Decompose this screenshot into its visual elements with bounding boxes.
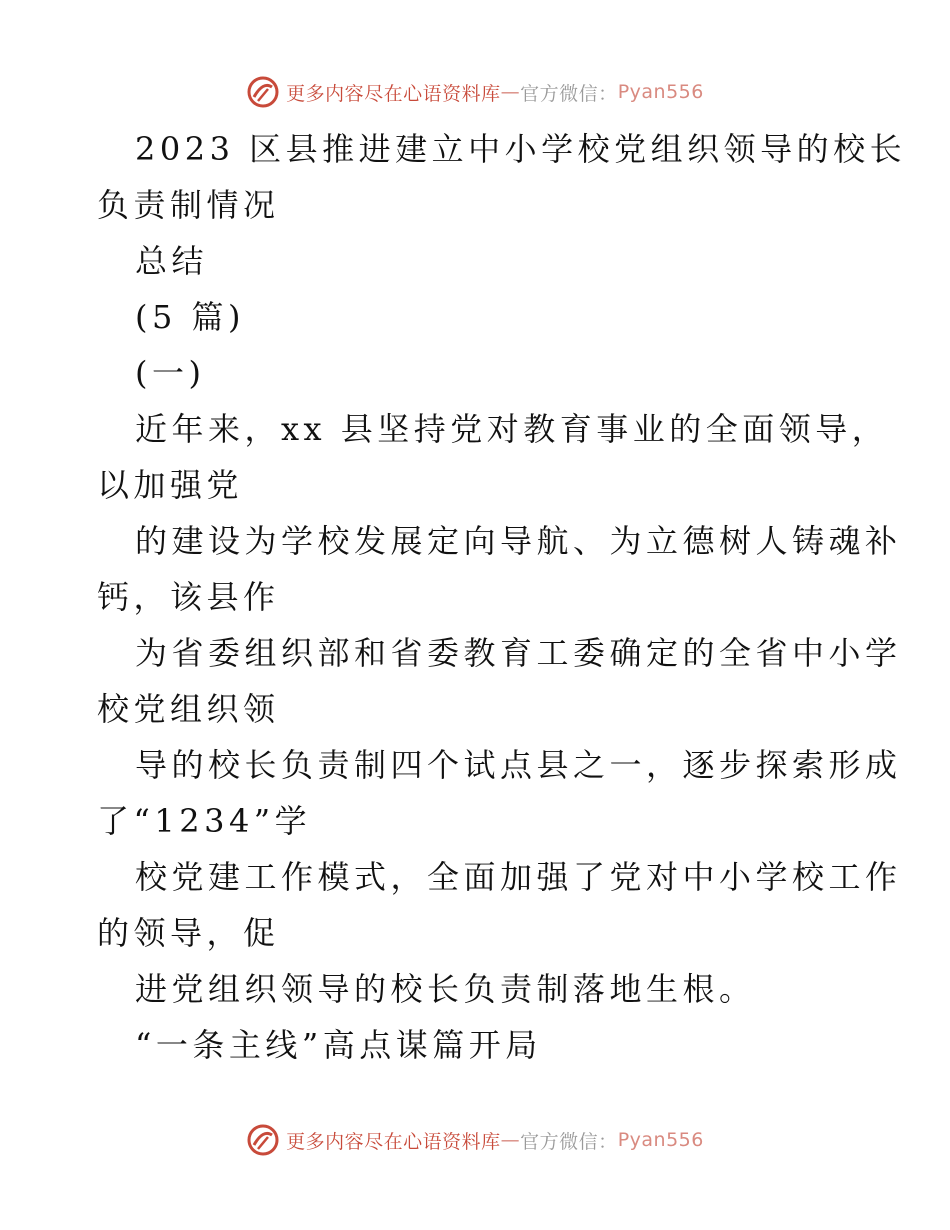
- banner-wechat-label: 官方微信：: [520, 1130, 618, 1153]
- paragraph-5-line-2: 的领导，促: [97, 914, 280, 952]
- paragraph-1-line-2: 以加强党: [97, 466, 244, 504]
- library-logo-icon: [246, 1123, 280, 1157]
- banner-dash: —: [500, 1129, 521, 1151]
- paragraph-6-line-1: 进党组织领导的校长负责制落地生根。: [135, 970, 756, 1008]
- banner-wechat-id: Pyan556: [617, 81, 704, 103]
- doc-count: (5 篇): [135, 298, 246, 336]
- paragraph-1-line-1: 近年来，xx 县坚持党对教育事业的全面领导，: [135, 410, 889, 448]
- doc-section-number: (一): [135, 354, 206, 392]
- paragraph-3-line-1: 为省委组织部和省委教育工委确定的全省中小学: [135, 634, 902, 672]
- doc-title-line-3: 总结: [135, 242, 209, 280]
- banner-dash: —: [500, 81, 521, 103]
- doc-title-line-1: 2023 区县推进建立中小学校党组织领导的校长: [135, 130, 907, 168]
- banner-main-text: 更多内容尽在心语资料库: [286, 1130, 501, 1153]
- paragraph-3-line-2: 校党组织领: [97, 690, 280, 728]
- doc-title-line-2: 负责制情况: [97, 186, 280, 224]
- banner-wechat-id: Pyan556: [617, 1129, 704, 1151]
- banner-main-text: 更多内容尽在心语资料库: [286, 82, 501, 105]
- paragraph-4-line-1: 导的校长负责制四个试点县之一，逐步探索形成: [135, 746, 902, 784]
- section-heading-1: “一条主线”高点谋篇开局: [135, 1026, 542, 1064]
- footer-watermark-banner: [0, 1118, 950, 1162]
- library-logo-icon: [246, 75, 280, 109]
- paragraph-5-line-1: 校党建工作模式，全面加强了党对中小学校工作: [135, 858, 902, 896]
- document-body: [97, 121, 907, 1073]
- header-watermark-banner: [0, 70, 950, 114]
- banner-wechat-label: 官方微信：: [520, 82, 618, 105]
- paragraph-2-line-2: 钙，该县作: [97, 578, 280, 616]
- paragraph-2-line-1: 的建设为学校发展定向导航、为立德树人铸魂补: [135, 522, 902, 560]
- paragraph-4-line-2: 了“1234”学: [97, 802, 312, 840]
